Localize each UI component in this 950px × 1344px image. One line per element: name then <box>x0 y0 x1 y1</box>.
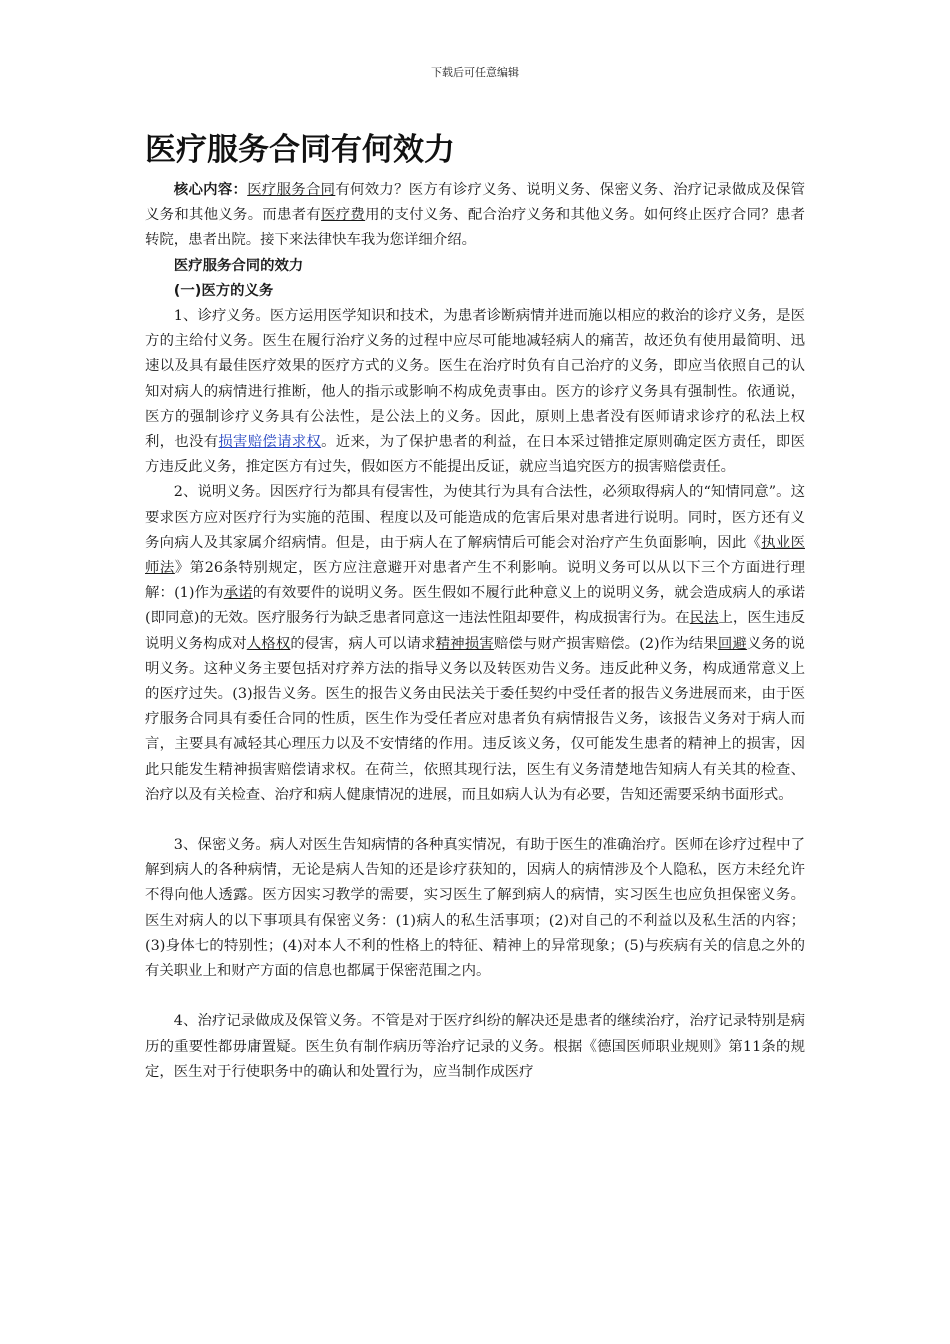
core-content-label: 核心内容： <box>173 182 248 198</box>
para2-text-2: 》第26条特别规定，医方应注意避开对患者产生不利影响。说明义务可以从以下三个方面进行理解：(1)作为 <box>145 560 805 602</box>
para2-text-6: 赔偿与财产损害赔偿。(2)作为结果 <box>493 635 718 652</box>
paragraph-gap <box>145 808 805 833</box>
civil-law-link[interactable]: 民法 <box>689 610 719 627</box>
medical-service-contract-link[interactable]: 医疗服务合同 <box>247 182 336 198</box>
paragraph-gap <box>145 984 805 1009</box>
para2-text-7: 义务的说明义务。这种义务主要包括对疗养方法的指导义务以及转医劝告义务。违反此种义务，构成通常意义上的医疗过失。(3)报告义务。医生的报告义务由民法关于委任契约中受任者的报告义务进展而来，由于医疗服务合同具有委任合同的性质，医生作为受任者应对患者负有病情报告义务，该报告义务对于病人而言，主要具有减轻其心理压力以及不安情绪的作用。违反该义务，仅可能发生患者的精神上的损害，因此只能发生精神损害赔偿请求权。在荷兰，依照其现行法，医生有义务清楚地告知病人有关其的检查、治疗以及有关检查、治疗和病人健康情况的进展，而且如病人认为有必要，告知还需要采纳书面形式。 <box>145 635 805 803</box>
para1-text-1: 1、诊疗义务。医方运用医学知识和技术，为患者诊断病情并进而施以相应的救治的诊疗义务，是医方的主给付义务。医生在履行治疗义务的过程中应尽可能地减轻病人的痛苦，故还负有使用最简明、迅速以及具有最佳医疗效果的医疗方式的义务。医生在治疗时负有自己治疗的义务，即应当依照自己的认知对病人的病情进行推断，他人的指示或影响不构成免责事由。医方的诊疗义务具有强制性。依通说，医方的强制诊疗义务具有公法性，是公法上的义务。因此，原则上患者没有医师请求诊疗的私法上权利，也没有 <box>145 308 805 451</box>
para2-text-1: 2、说明义务。因医疗行为都具有侵害性，为使其行为具有合法性，必须取得病人的“知情同意”。这要求医方应对医疗行为实施的范围、程度以及可能造成的危害后果对患者进行说明。同时，医方还有义务向病人及其家属介绍病情。但是，由于病人在了解病情后可能会对治疗产生负面影响，因此《 <box>145 484 805 551</box>
paragraph-explanation-duty <box>145 480 805 808</box>
intro-text-1: 有何效力？医方有诊疗义务、说明义务、保密义务、治疗记录做成及保管义务和其他义务。而患者有 <box>145 182 805 224</box>
para2-text-3: 的有效要件的说明义务。医生假如不履行此种意义上的说明义务，就会造成病人的承诺(即同意)的无效。医疗服务行为缺乏患者同意这一违法性阻却要件，构成损害行为。在 <box>145 585 805 627</box>
para2-text-5: 的侵害，病人可以请求 <box>290 635 436 652</box>
damages-claim-link[interactable]: 损害赔偿请求权 <box>218 434 322 451</box>
paragraph-confidentiality-duty: 3、保密义务。病人对医生告知病情的各种真实情况，有助于医生的准确治疗。医师在诊疗过程中了解到病人的各种病情，无论是病人告知的还是诊疗获知的，因病人的病情涉及个人隐私，医方未经允许不得向他人透露。医方因实习教学的需要，实习医生了解到病人的病情，实习医生也应负担保密义务。医生对病人的以下事项具有保密义务：(1)病人的私生活事项；(2)对自己的不利益以及私生活的内容；(3)身体七的特别性；(4)对本人不利的性格上的特征、精神上的异常现象；(5)与疾病有关的信息之外的有关职业上和财产方面的信息也都属于保密范围之内。 <box>145 837 805 980</box>
header-note: 下载后可任意编辑 <box>431 66 519 79</box>
mental-damage-link[interactable]: 精神损害 <box>435 635 494 652</box>
intro-paragraph <box>145 178 805 254</box>
para1-text-2: 。近来，为了保护患者的利益，在日本采过错推定原则确定医方责任，即医方违反此义务，推定医方有过失，假如医方不能提出反证，就应当追究医方的损害赔偿责任。 <box>145 434 805 476</box>
avoidance-link[interactable]: 回避 <box>717 635 747 652</box>
medical-fee-link[interactable]: 医疗费 <box>321 207 366 224</box>
page-title: 医疗服务合同有何效力 <box>145 132 455 168</box>
para2-text-4: 上，医生违反说明义务构成对 <box>145 610 805 652</box>
section-heading-duties: (一)医方的义务 <box>173 282 274 299</box>
document-body <box>145 128 805 1085</box>
paragraph-diagnosis-duty <box>145 304 805 480</box>
paragraph-records-duty: 4、治疗记录做成及保管义务。不管是对于医疗纠纷的解决还是患者的继续治疗，治疗记录特别是病历的重要性都毋庸置疑。医生负有制作病历等治疗记录的义务。根据《德国医师职业规则》第11条的规定，医生对于行使职务中的确认和处置行为，应当制作成医疗 <box>145 1013 805 1080</box>
personality-right-link[interactable]: 人格权 <box>246 635 291 652</box>
intro-text-2: 用的支付义务、配合治疗义务和其他义务。如何终止医疗合同？患者转院，患者出院。接下来法律快车我为您详细介绍。 <box>145 207 805 249</box>
physician-law-link[interactable]: 执业医师法 <box>145 534 805 577</box>
section-heading-effect: 医疗服务合同的效力 <box>173 257 304 274</box>
consent-link[interactable]: 承诺 <box>223 585 253 602</box>
